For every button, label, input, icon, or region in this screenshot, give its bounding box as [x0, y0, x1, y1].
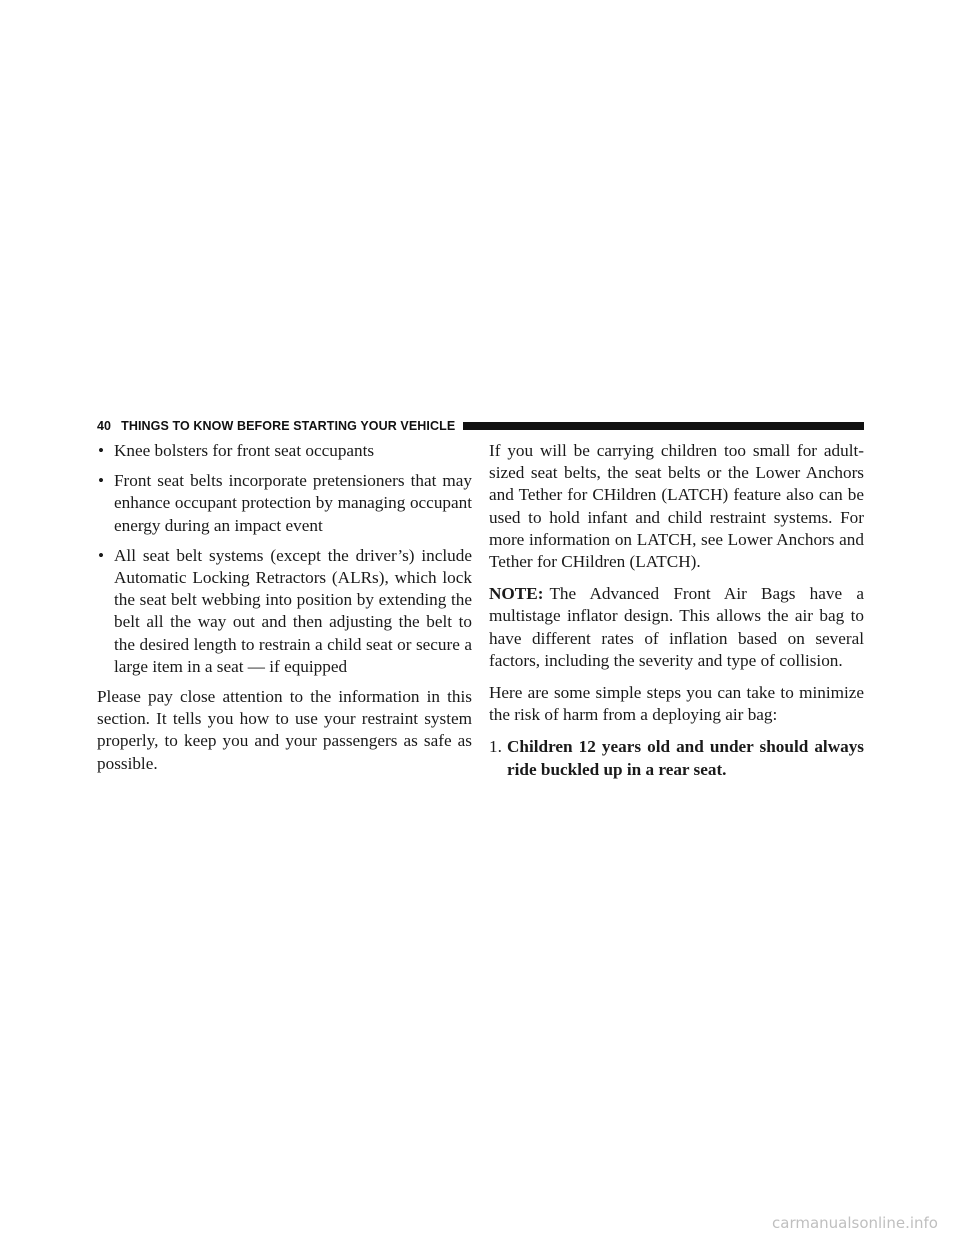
watermark-link[interactable]: carmanualsonline.info	[772, 1214, 938, 1232]
bullet-text: All seat belt systems (except the driver’s) include Automatic Locking Retractors (ALRs), which lock the seat belt webbing into position by extending the belt all the way out and then adjusting the belt to the desired length to restrain a child seat or secure a large item in a seat — if equipped	[114, 545, 472, 676]
header-rule	[463, 422, 864, 430]
step-item	[489, 736, 864, 780]
latch-paragraph: If you will be carrying children too small for adult-sized seat belts, the seat belts or the Lower Anchors and Tether for CHildren (LATCH) feature also can be used to hold infant and child restraint systems. For more information on LATCH, see Lower Anchors and Tether for CHildren (LATCH).	[489, 441, 864, 572]
step-number: 1.	[489, 737, 502, 757]
note-text: The Advanced Front Air Bags have a multistage inflator design. This allows the air bag to have different rates of inflation based on several factors, including the severity and type of collision.	[489, 584, 864, 670]
note-label: NOTE:	[489, 584, 544, 604]
bullet-icon: •	[98, 441, 105, 460]
section-title: THINGS TO KNOW BEFORE STARTING YOUR VEHICLE	[121, 419, 456, 433]
page-number: 40	[97, 419, 112, 433]
left-column	[97, 440, 472, 785]
right-column	[489, 440, 864, 781]
bullet-text: Knee bolsters for front seat occupants	[114, 441, 375, 460]
restraint-paragraph: Please pay close attention to the information in this section. It tells you how to use your restraint system properly, to keep you and your passengers as safe as possible.	[97, 687, 472, 773]
bullet-icon: •	[98, 545, 105, 565]
bullet-item	[97, 440, 472, 462]
steps-intro-paragraph: Here are some simple steps you can take to minimize the risk of harm from a deploying air bag:	[489, 683, 864, 725]
bullet-text: Front seat belts incorporate pretensioners that may enhance occupant protection by managing occupant energy during an impact event	[114, 471, 472, 535]
step-text: Children 12 years old and under should always ride buckled up in a rear seat.	[507, 737, 864, 779]
bullet-item	[97, 470, 472, 537]
bullet-icon: •	[98, 471, 105, 491]
running-header	[97, 419, 864, 433]
bullet-item	[97, 545, 472, 678]
note-paragraph	[489, 583, 864, 672]
